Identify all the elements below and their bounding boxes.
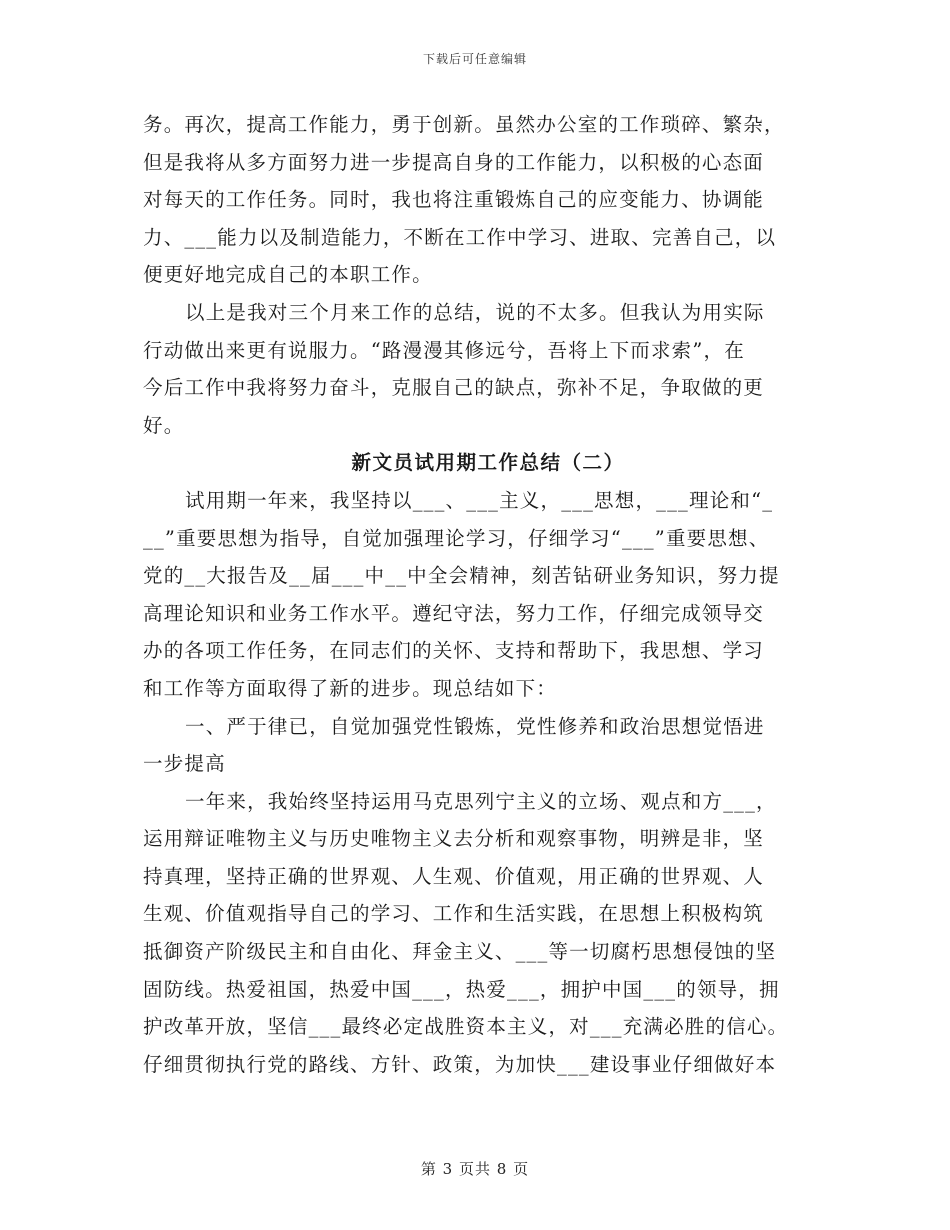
paragraph-line: 持真理，坚持正确的世界观、人生观、价值观，用正确的世界观、人 xyxy=(143,864,765,888)
paragraph-line: 试用期一年来，我坚持以___、___主义，___思想，___理论和“_ xyxy=(185,488,774,512)
subheading-line: 一步提高 xyxy=(143,752,226,776)
paragraph-line: 高理论知识和业务工作水平。遵纪守法，努力工作，仔细完成领导交 xyxy=(143,601,765,625)
paragraph-line: 运用辩证唯物主义与历史唯物主义去分析和观察事物，明辨是非，坚 xyxy=(143,827,765,851)
paragraph-line: 力、___能力以及制造能力，不断在工作中学习、进取、完善自己，以 xyxy=(143,225,777,249)
paragraph-line: 固防线。热爱祖国，热爱中国___，热爱___，拥护中国___的领导，拥 xyxy=(143,977,780,1001)
paragraph-line: 对每天的工作任务。同时，我也将注重锻炼自己的应变能力、协调能 xyxy=(143,188,765,212)
paragraph-line: 行动做出来更有说服力。“路漫漫其修远兮，吾将上下而求索”，在 xyxy=(143,338,745,362)
paragraph-line: 党的__大报告及__届___中__中全会精神，刻苦钻研业务知识，努力提 xyxy=(143,564,780,588)
paragraph-line: __”重要思想为指导，自觉加强理论学习，仔细学习“___”重要思想、 xyxy=(143,526,770,550)
paragraph-line: 今后工作中我将努力奋斗，克服自己的缺点，弥补不足，争取做的更 xyxy=(143,376,765,400)
paragraph-line: 抵御资产阶级民主和自由化、拜金主义、___等一切腐朽思想侵蚀的坚 xyxy=(143,940,777,964)
paragraph-line: 仔细贯彻执行党的路线、方针、政策，为加快___建设事业仔细做好本 xyxy=(143,1052,777,1076)
paragraph-line: 以上是我对三个月来工作的总结，说的不太多。但我认为用实际 xyxy=(185,300,765,324)
document-body xyxy=(143,106,833,1083)
section-title: 新文员试用期工作总结（二） xyxy=(351,451,625,475)
paragraph-line: 务。再次，提高工作能力，勇于创新。虽然办公室的工作琐碎、繁杂， xyxy=(143,113,785,136)
paragraph-line: 但是我将从多方面努力进一步提高自身的工作能力，以积极的心态面 xyxy=(143,150,765,174)
paragraph-line: 好。 xyxy=(143,413,185,437)
paragraph-line: 和工作等方面取得了新的进步。现总结如下： xyxy=(143,676,558,700)
header-note: 下载后可任意编辑 xyxy=(422,52,527,66)
paragraph-line: 生观、价值观指导自己的学习、工作和生活实践，在思想上积极构筑 xyxy=(143,902,765,926)
paragraph-line: 护改革开放，坚信___最终必定战胜资本主义，对___充满必胜的信心。 xyxy=(143,1015,789,1039)
paragraph-line: 便更好地完成自己的本职工作。 xyxy=(143,263,433,287)
subheading-line: 一、严于律已，自觉加强党性锻炼，党性修养和政治思想觉悟进 xyxy=(185,714,765,738)
paragraph-line: 一年来，我始终坚持运用马克思列宁主义的立场、观点和方___， xyxy=(185,789,777,813)
paragraph-line: 办的各项工作任务，在同志们的关怀、支持和帮助下，我思想、学习 xyxy=(143,639,765,663)
page-number: 第 3 页共 8 页 xyxy=(420,1160,530,1178)
